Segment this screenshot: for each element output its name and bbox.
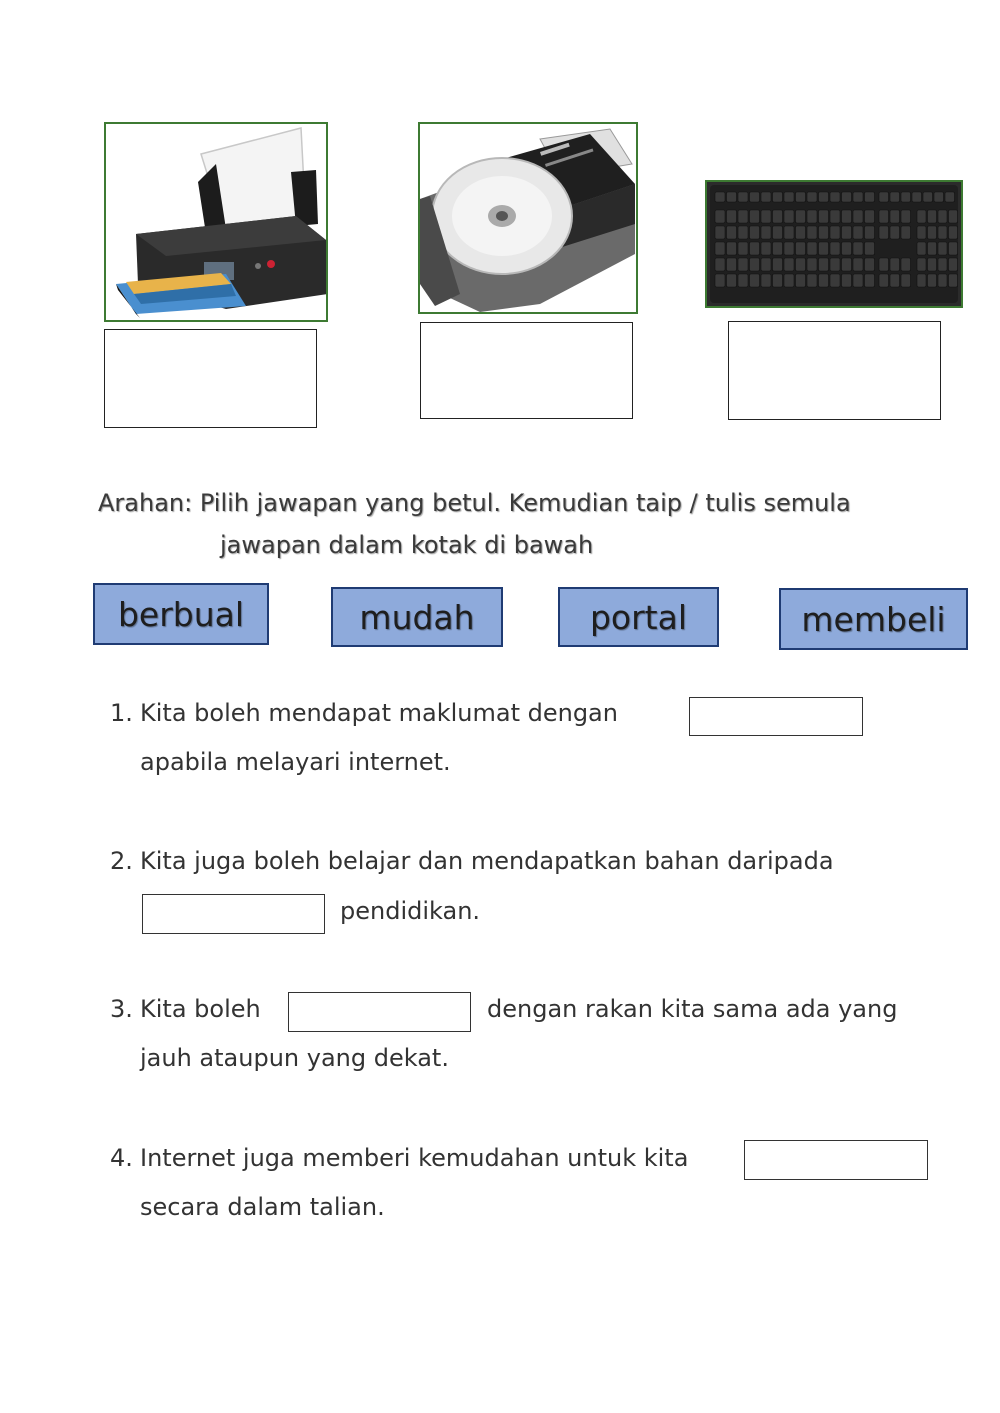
keyboard-key: [807, 210, 817, 223]
question-1-text: Kita boleh mendapat maklumat dengan: [140, 699, 618, 727]
keyboard-key: [727, 226, 737, 239]
keyboard-icon: [707, 182, 961, 306]
keyboard-key: [830, 192, 840, 202]
question-3-blank[interactable]: [288, 992, 471, 1032]
keyboard-key: [938, 258, 947, 271]
keyboard-key: [949, 242, 958, 255]
keyboard-key: [917, 258, 926, 271]
keyboard-key: [934, 192, 944, 202]
keyboard-key: [830, 258, 840, 271]
keyboard-key: [727, 242, 737, 255]
keyboard-key: [949, 258, 958, 271]
keyboard-key: [879, 192, 889, 202]
keyboard-key: [890, 226, 900, 239]
keyboard-key: [807, 226, 817, 239]
keyboard-key: [842, 226, 852, 239]
keyboard-key: [901, 274, 911, 287]
keyboard-key: [761, 192, 771, 202]
keyboard-key: [750, 192, 760, 202]
keyboard-key: [796, 242, 806, 255]
keyboard-key: [890, 274, 900, 287]
keyboard-key: [715, 210, 725, 223]
keyboard-key: [727, 258, 737, 271]
keyboard-key: [879, 226, 889, 239]
keyboard-key: [879, 258, 889, 271]
keyboard-key: [738, 226, 748, 239]
keyboard-key: [738, 258, 748, 271]
keyboard-key: [853, 192, 863, 202]
question-2-number: 2.: [110, 847, 133, 875]
keyboard-key: [784, 192, 794, 202]
choice-membeli[interactable]: membeli: [779, 588, 968, 650]
keyboard-key: [773, 274, 783, 287]
keyboard-key: [830, 242, 840, 255]
keyboard-key: [819, 210, 829, 223]
keyboard-key: [928, 274, 937, 287]
printer-answer-box[interactable]: [104, 329, 317, 428]
keyboard-key: [761, 242, 771, 255]
keyboard-key: [715, 226, 725, 239]
choice-mudah[interactable]: mudah: [331, 587, 503, 647]
keyboard-key: [738, 274, 748, 287]
keyboard-picture: [705, 180, 963, 308]
keyboard-key: [928, 242, 937, 255]
keyboard-key: [773, 258, 783, 271]
keyboard-key: [773, 242, 783, 255]
keyboard-key: [938, 274, 947, 287]
keyboard-key: [738, 210, 748, 223]
keyboard-key: [842, 192, 852, 202]
keyboard-key: [807, 258, 817, 271]
keyboard-key: [819, 258, 829, 271]
keyboard-key: [917, 274, 926, 287]
keyboard-key: [784, 210, 794, 223]
keyboard-key: [784, 258, 794, 271]
question-2-text: Kita juga boleh belajar dan mendapatkan bahan daripada: [140, 847, 834, 875]
keyboard-key: [853, 242, 863, 255]
question-2-text-cont: pendidikan.: [340, 897, 481, 925]
keyboard-key: [853, 226, 863, 239]
choice-berbual[interactable]: berbual: [93, 583, 269, 645]
keyboard-key: [842, 274, 852, 287]
keyboard-key: [727, 210, 737, 223]
keyboard-key: [842, 210, 852, 223]
keyboard-key: [796, 274, 806, 287]
keyboard-key: [750, 210, 760, 223]
question-2-blank[interactable]: [142, 894, 325, 934]
keyboard-key: [819, 192, 829, 202]
keyboard-key: [917, 210, 926, 223]
keyboard-key: [890, 192, 900, 202]
keyboard-key: [750, 242, 760, 255]
keyboard-key: [715, 274, 725, 287]
keyboard-key: [761, 210, 771, 223]
question-3-text-cont: dengan rakan kita sama ada yang: [487, 995, 898, 1023]
keyboard-key: [917, 226, 926, 239]
keyboard-key: [842, 242, 852, 255]
keyboard-key: [917, 242, 926, 255]
instruction-line-2: jawapan dalam kotak di bawah: [220, 531, 594, 559]
keyboard-key: [949, 274, 958, 287]
printer-icon: [106, 124, 326, 320]
keyboard-key: [773, 226, 783, 239]
keyboard-key: [715, 242, 725, 255]
keyboard-key: [819, 242, 829, 255]
question-4-blank[interactable]: [744, 1140, 928, 1180]
keyboard-key: [901, 210, 911, 223]
keyboard-key: [842, 258, 852, 271]
cd-drive-answer-box[interactable]: [420, 322, 633, 419]
keyboard-key: [865, 210, 875, 223]
keyboard-key: [773, 210, 783, 223]
keyboard-key: [761, 226, 771, 239]
keyboard-key: [830, 274, 840, 287]
keyboard-key: [938, 226, 947, 239]
question-3-text: Kita boleh: [140, 995, 261, 1023]
keyboard-key: [796, 226, 806, 239]
question-1-text-cont: apabila melayari internet.: [140, 748, 451, 776]
keyboard-key: [901, 258, 911, 271]
keyboard-key: [928, 210, 937, 223]
keyboard-key: [750, 274, 760, 287]
question-1-blank[interactable]: [689, 697, 863, 736]
cd-drive-picture: [418, 122, 638, 314]
keyboard-key: [928, 226, 937, 239]
question-4-number: 4.: [110, 1144, 133, 1172]
keyboard-key: [928, 258, 937, 271]
keyboard-key: [750, 258, 760, 271]
keyboard-key: [901, 226, 911, 239]
keyboard-key: [773, 192, 783, 202]
keyboard-key: [796, 210, 806, 223]
keyboard-key: [819, 274, 829, 287]
keyboard-key: [784, 274, 794, 287]
keyboard-key: [949, 210, 958, 223]
question-4-text: Internet juga memberi kemudahan untuk kita: [140, 1144, 689, 1172]
keyboard-key: [796, 258, 806, 271]
keyboard-key: [761, 258, 771, 271]
keyboard-key: [807, 242, 817, 255]
keyboard-key: [796, 192, 806, 202]
keyboard-key: [945, 192, 955, 202]
keyboard-key: [901, 192, 911, 202]
keyboard-key: [830, 210, 840, 223]
question-3-number: 3.: [110, 995, 133, 1023]
keyboard-key: [761, 274, 771, 287]
keyboard-key: [819, 226, 829, 239]
keyboard-key: [738, 192, 748, 202]
keyboard-key: [865, 242, 875, 255]
keyboard-key: [949, 226, 958, 239]
keyboard-key: [890, 210, 900, 223]
keyboard-key: [727, 274, 737, 287]
keyboard-key: [865, 192, 875, 202]
question-4-text-cont: secara dalam talian.: [140, 1193, 385, 1221]
question-1-number: 1.: [110, 699, 133, 727]
keyboard-key: [923, 192, 933, 202]
printer-picture: [104, 122, 328, 322]
keyboard-key: [938, 210, 947, 223]
keyboard-key: [715, 192, 725, 202]
keyboard-key: [865, 258, 875, 271]
keyboard-key: [750, 226, 760, 239]
keyboard-key: [738, 242, 748, 255]
keyboard-key: [784, 242, 794, 255]
cd-drive-icon: [420, 124, 636, 312]
question-3-text-cont-2: jauh ataupun yang dekat.: [140, 1044, 449, 1072]
keyboard-key: [853, 274, 863, 287]
keyboard-answer-box[interactable]: [728, 321, 941, 420]
keyboard-key: [879, 210, 889, 223]
keyboard-key: [912, 192, 922, 202]
keyboard-key: [879, 274, 889, 287]
keyboard-key: [727, 192, 737, 202]
keyboard-key: [715, 258, 725, 271]
keyboard-key: [830, 226, 840, 239]
choice-portal[interactable]: portal: [558, 587, 719, 647]
keyboard-key: [938, 242, 947, 255]
keyboard-key: [865, 274, 875, 287]
keyboard-key: [807, 192, 817, 202]
instruction-line-1: Arahan: Pilih jawapan yang betul. Kemudian taip / tulis semula: [98, 489, 851, 517]
keyboard-key: [784, 226, 794, 239]
keyboard-key: [890, 258, 900, 271]
keyboard-key: [853, 210, 863, 223]
keyboard-key: [865, 226, 875, 239]
keyboard-key: [853, 258, 863, 271]
keyboard-key: [807, 274, 817, 287]
